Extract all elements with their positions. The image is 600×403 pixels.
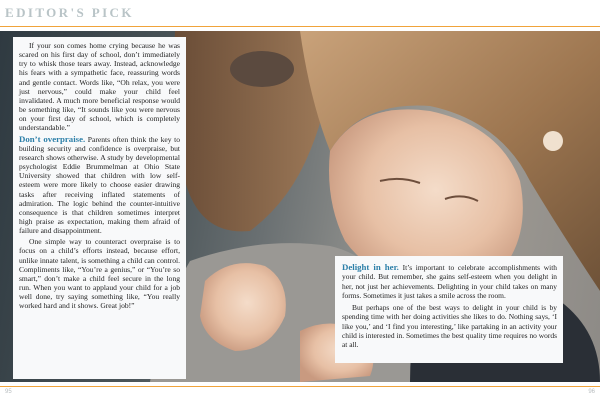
paragraph: If your son comes home crying because he was scared on his first day of school, don’t immediately try to whisk those tears away. Instead, acknowledge his fears with a sympathetic face, reassuring words and gentle contact. Words like, “Oh relax, you were just nervous,” could make your child feel invalidated. A much more beneficial response would be something like, “It sounds like you were nervous on your first day of school, which is completely understandable.” (19, 41, 180, 133)
paragraph: One simple way to counteract overpraise is to focus on a child’s efforts instead, because effort, unlike innate talent, is something a child can control. Compliments like, “You’re a genius,” or “You’re so smart,” don’t make a child feel secure in the long run. When you want to applaud your child for a job well done, try saying something like, “You really worked hard and it shows. Great job!” (19, 237, 180, 311)
page-number-left: 95 (5, 389, 12, 395)
header-rule (0, 26, 600, 27)
paragraph: But perhaps one of the best ways to delight in your child is by spending time with her doing activities she likes to do. Nothing says, ‘I like you,’ and ‘I find you interesting,’ like partaking in an activity your child is interested in. Sometimes the best quality time requires no words at all. (342, 303, 557, 350)
page-number-right: 96 (588, 389, 595, 395)
section-kicker: EDITOR'S PICK (5, 5, 134, 20)
paragraph (342, 263, 557, 300)
lead-in-heading: Don’t overpraise. (19, 133, 86, 144)
footer-rule (0, 386, 600, 387)
article-column-left (13, 37, 186, 379)
paragraph-text: It’s important to celebrate accomplishments with your child. But remember, she gains self-esteem when you delight in her, not just her achievements. Delighting in your child takes on many forms. Sometimes it just takes a smile across the room. (342, 263, 558, 300)
lead-in-heading: Delight in her. (342, 262, 399, 272)
scrunchie (230, 51, 294, 87)
paragraph (19, 135, 180, 236)
paragraph-text: Parents often think the key to building security and confidence is overpraise, but research shows otherwise. A study by developmental psychologist Eddie Brummelman at Ohio State University showed that children with low self-esteem were more likely to choose easier drawing tasks after receiving inflated statements of admiration. The logic behind the counter-intuitive consequence is that children sometimes interpret high praise as expectation, making them afraid of failure and disappointment. (19, 134, 180, 236)
page-header (0, 0, 600, 28)
article-box-right (335, 256, 563, 363)
